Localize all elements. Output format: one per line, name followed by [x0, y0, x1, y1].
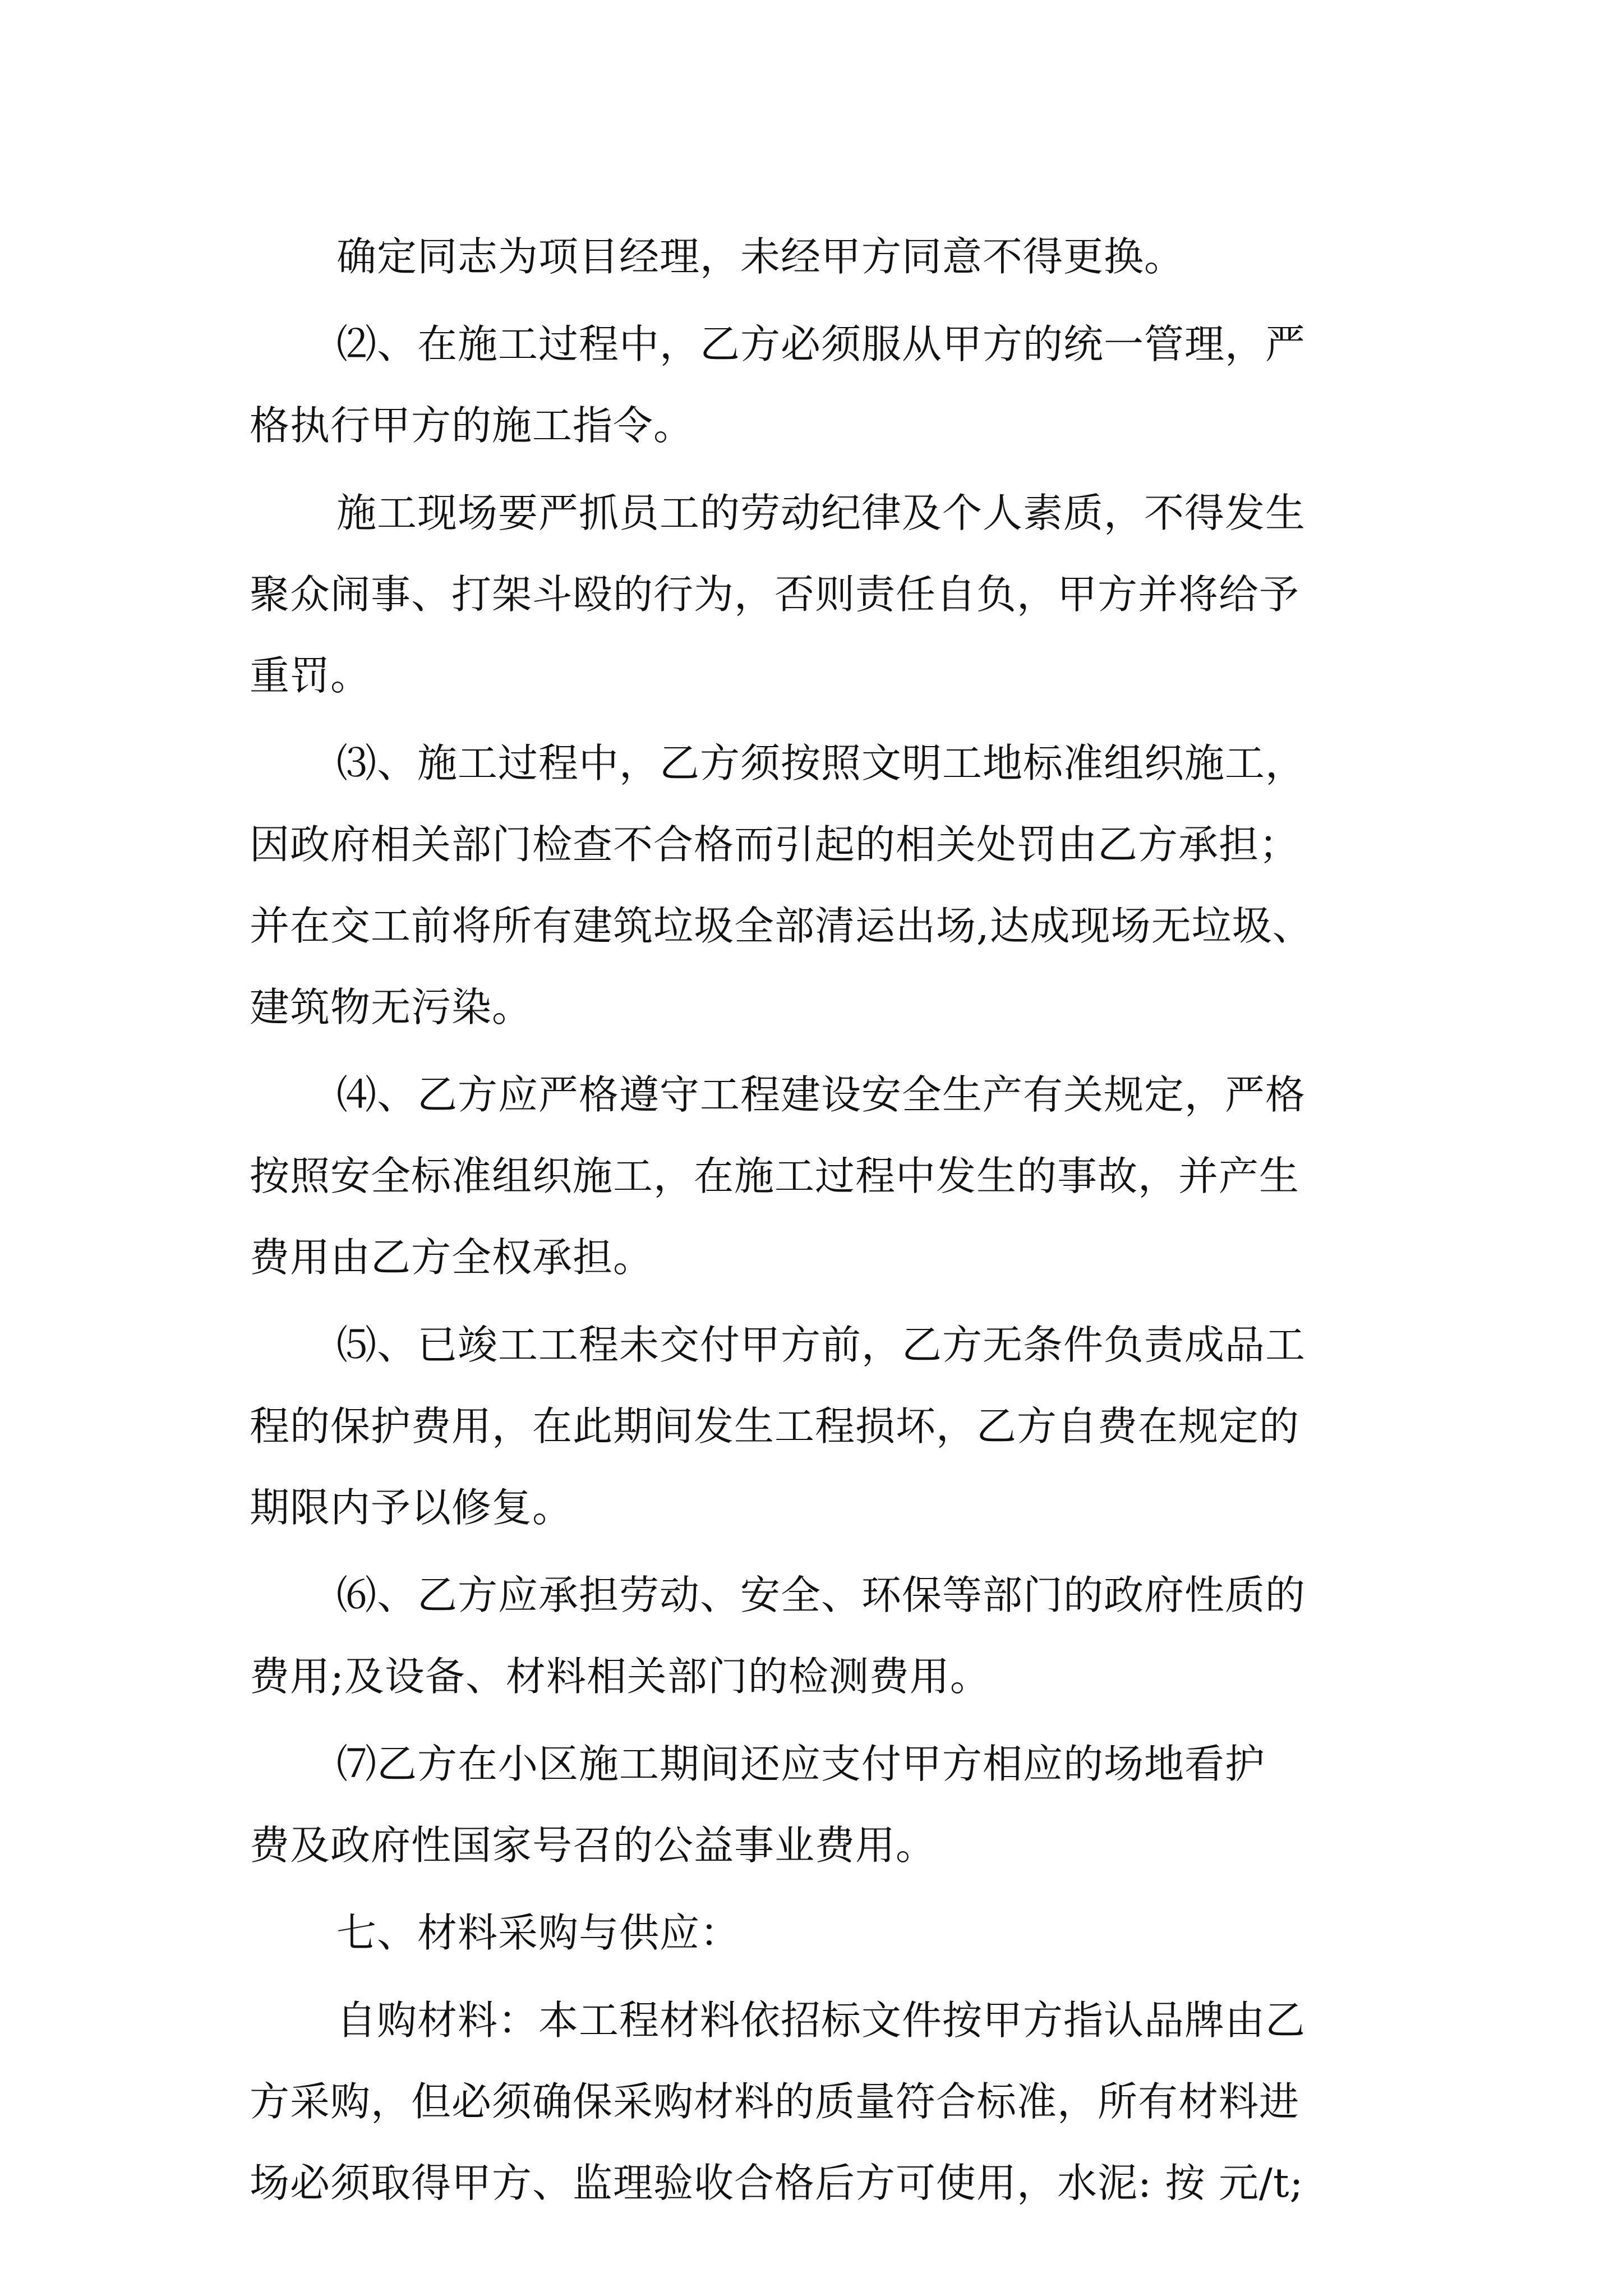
text-line: 场必须取得甲方、监理验收合格后方可使用，水泥: 按 元/t;	[250, 2160, 1304, 2206]
text-line: 费用;及设备、材料相关部门的检测费用。	[250, 1653, 990, 1700]
text-line: 方采购，但必须确保采购材料的质量符合标准，所有材料进	[250, 2078, 1300, 2125]
text-line: 格执行甲方的施工指令。	[250, 402, 694, 449]
text-line: 费及政府性国家号召的公益事业费用。	[250, 1822, 937, 1869]
text-line: 按照安全标准组织施工，在施工过程中发生的事故，并产生	[250, 1153, 1300, 1199]
text-line: 重罚。	[250, 652, 371, 699]
text-line: 期限内予以修复。	[250, 1484, 573, 1531]
text-line: 程的保护费用，在此期间发生工程损坏，乙方自费在规定的	[250, 1403, 1300, 1450]
text-line: 确定同志为项目经理，未经甲方同意不得更换。	[336, 233, 1185, 280]
paragraph-project-manager	[250, 216, 1394, 297]
text-line: ⑺乙方在小区施工期间还应支付甲方相应的场地看护	[336, 1741, 1266, 1787]
text-line: ⑸、已竣工工程未交付甲方前，乙方无条件负责成品工	[336, 1322, 1306, 1368]
text-line: 施工现场要严抓员工的劳动纪律及个人素质，不得发生	[336, 490, 1306, 536]
text-line: 七、材料采购与供应：	[336, 1910, 741, 1956]
text-line: 因政府相关部门检查不合格而引起的相关处罚由乙方承担；	[250, 821, 1300, 868]
paragraph-clause-2	[250, 303, 1394, 466]
paragraph-self-purchased-materials	[250, 1980, 1394, 2224]
text-line: ⑶、施工过程中，乙方须按照文明工地标准组织施工，	[336, 740, 1306, 786]
paragraph-clause-7	[250, 1723, 1394, 1886]
text-line: ⑹、乙方应承担劳动、安全、环保等部门的政府性质的	[336, 1572, 1306, 1618]
text-line: ⑵、在施工过程中，乙方必须服从甲方的统一管理，严	[336, 321, 1306, 367]
text-line: 费用由乙方全权承担。	[250, 1234, 654, 1281]
text-line: ⑷、乙方应严格遵守工程建设安全生产有关规定，严格	[336, 1071, 1306, 1118]
contract-text	[250, 216, 1394, 2224]
section-heading-materials	[250, 1892, 1394, 1973]
text-line: 聚众闹事、打架斗殴的行为，否则责任自负，甲方并将给予	[250, 571, 1300, 618]
paragraph-clause-3	[250, 723, 1394, 1048]
paragraph-site-discipline	[250, 472, 1394, 716]
text-line: 并在交工前将所有建筑垃圾全部清运出场,达成现场无垃圾、	[250, 903, 1313, 949]
text-line: 建筑物无污染。	[250, 984, 533, 1030]
paragraph-clause-5	[250, 1304, 1394, 1548]
text-line: 自购材料：本工程材料依招标文件按甲方指认品牌由乙	[336, 1997, 1306, 2044]
paragraph-clause-4	[250, 1054, 1394, 1298]
paragraph-clause-6	[250, 1554, 1394, 1717]
